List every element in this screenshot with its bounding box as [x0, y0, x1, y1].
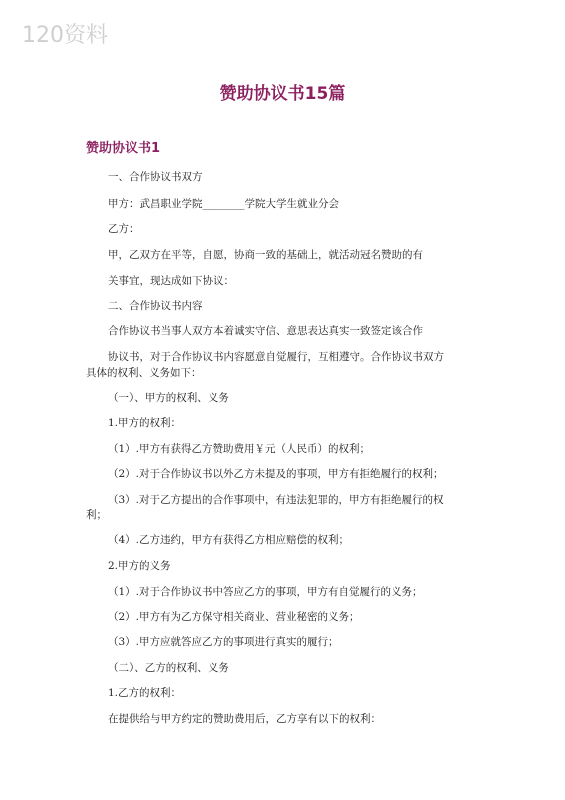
document-title: 赞助协议书15篇: [219, 84, 346, 104]
paragraph-line: 具体的权利、义务如下：: [86, 367, 202, 379]
paragraph-line: （1）.甲方有获得乙方赞助费用￥元（人民币）的权利；: [108, 443, 371, 455]
paragraph-line: 甲方：武昌职业学院________学院大学生就业分会: [108, 198, 339, 210]
paragraph-line: （1）.对于合作协议书中答应乙方的事项，甲方有自觉履行的义务；: [108, 586, 423, 598]
paragraph-line: 1.乙方的权利：: [108, 687, 182, 699]
paragraph-line: （3）.对于乙方提出的合作事项中，有违法犯罪的，甲方有拒绝履行的权: [108, 494, 444, 506]
paragraph-line: 合作协议书当事人双方本着诚实守信、意思表达真实一致签定该合作: [108, 325, 423, 337]
paragraph-line: 二、合作协议书内容: [108, 300, 203, 312]
paragraph-line: 乙方：: [108, 223, 140, 235]
paragraph-line: （4）.乙方违约，甲方有获得乙方相应赔偿的权利；: [108, 534, 350, 546]
paragraph-line: （一）、甲方的权利、义务: [108, 392, 229, 404]
paragraph-line: （2）.对于合作协议书以外乙方未提及的事项，甲方有拒绝履行的权利；: [108, 468, 444, 480]
paragraph-line: 协议书，对于合作协议书内容愿意自觉履行，互相遵守。合作协议书双方: [108, 351, 444, 363]
paragraph-line: 甲，乙双方在平等，自愿，协商一致的基础上，就活动冠名赞助的有: [108, 249, 423, 261]
paragraph-line: （3）.甲方应就答应乙方的事项进行真实的履行；: [108, 636, 339, 648]
paragraph-line: 1.甲方的权利：: [108, 417, 182, 429]
paragraph-line: （二）、乙方的权利、义务: [108, 662, 229, 674]
paragraph-line: 利；: [86, 509, 107, 521]
paragraph-line: 2.甲方的义务: [108, 560, 171, 572]
section-heading: 赞助协议书1: [86, 141, 161, 156]
watermark-logo: 120资料: [22, 23, 108, 48]
paragraph-line: 在提供给与甲方约定的赞助费用后，乙方享有以下的权利：: [108, 713, 381, 725]
paragraph-line: （2）.甲方有为乙方保守相关商业、营业秘密的义务；: [108, 611, 360, 623]
paragraph-line: 一、合作协议书双方: [108, 171, 203, 183]
paragraph-line: 关事宜，现达成如下协议：: [108, 275, 234, 287]
